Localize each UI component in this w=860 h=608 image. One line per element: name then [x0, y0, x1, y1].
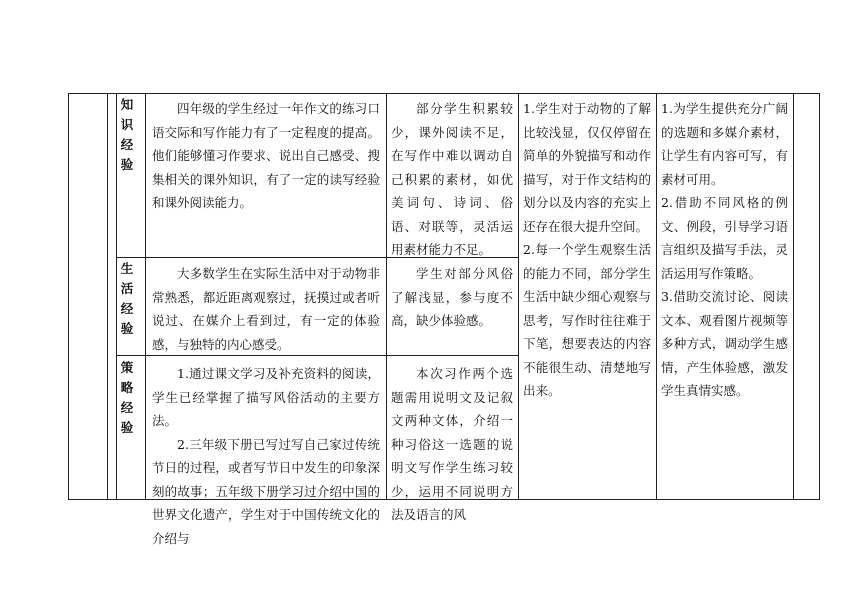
category-life: 生活经验: [120, 261, 134, 336]
column-divider-1: [107, 93, 108, 500]
column-divider-2: [116, 93, 117, 500]
category-strategy: 策略经验: [120, 360, 134, 435]
shortcoming-life: 学生对部分风俗了解浅显，参与度不高，缺少体验感。: [391, 266, 513, 328]
column-divider-4: [386, 93, 387, 500]
column-divider-7: [793, 93, 794, 500]
difficulty-item-2: 2.每一个学生观察生活的能力不同，部分学生生活中缺少细心观察与思考，写作时往往难于下笔，想要表达的内容不能很生动、清楚地写出来。: [523, 242, 651, 398]
situation-life: 大多数学生在实际生活中对于动物非常熟悉，都近距离观察过，抚摸过或者听说过、在媒介上看到过，有一定的体验感，与独特的内心感受。: [152, 266, 380, 352]
table-right-border: [819, 93, 820, 500]
difficulty-item-1: 1.学生对于动物的了解比较浅显，仅仅停留在简单的外貌描写和动作描写，对于作文结构的划分以及内容的充实上还存在很大提升空间。: [523, 101, 651, 234]
strategy-item-3: 3.借助交流讨论、阅读文本、观看图片视频等多种方式，调动学生感情，产生体验感，激发学生真情实感。: [661, 289, 788, 398]
situation-strategy-item-2: 2.三年级下册已写过写自己家过传统节日的过程，或者写节日中发生的印象深刻的故事；五年级下册学习过介绍中国的世界文化遗产，学生对于中国传统文化的介绍与: [152, 436, 380, 546]
situation-strategy-item-1: 1.通过课文学习及补充资料的阅读，学生已经掌握了描写风俗活动的主要方法。: [152, 366, 380, 428]
strategy-item-2: 2.借助不同风格的例文、例段，引导学习语言组织及描写手法，灵活运用写作策略。: [661, 195, 788, 281]
shortcoming-strategy: 本次习作两个选题需用说明文及记叙文两种文体，介绍一种习俗这一选题的说明文写作学生练习较少，运用不同说明方法及语言的风: [391, 366, 513, 522]
column-divider-5: [518, 93, 519, 500]
table-left-border: [68, 93, 69, 500]
column-divider-3: [145, 93, 146, 500]
column-divider-6: [656, 93, 657, 500]
strategy-item-1: 1.为学生提供充分广阔的选题和多媒介素材，让学生有内容可写，有素材可用。: [661, 101, 788, 187]
strategies-cell: [661, 97, 788, 403]
table-top-border: [68, 93, 820, 94]
category-knowledge: 知识经验: [120, 97, 134, 172]
shortcoming-knowledge: 部分学生积累较少，课外阅读不足，在写作中难以调动自己积累的素材，如优美词句、诗词、俗语、对联等，灵活运用素材能力不足。: [391, 101, 513, 257]
difficulties-cell: [523, 97, 651, 403]
situation-knowledge: 四年级的学生经过一年作文的练习口语交际和写作能力有了一定程度的提高。他们能够懂习作要求、说出自己感受、搜集相关的课外知识，有了一定的读写经验和课外阅读能力。: [152, 101, 380, 210]
situation-strategy: [152, 362, 380, 546]
shortcoming-strategy-box: [391, 362, 513, 522]
